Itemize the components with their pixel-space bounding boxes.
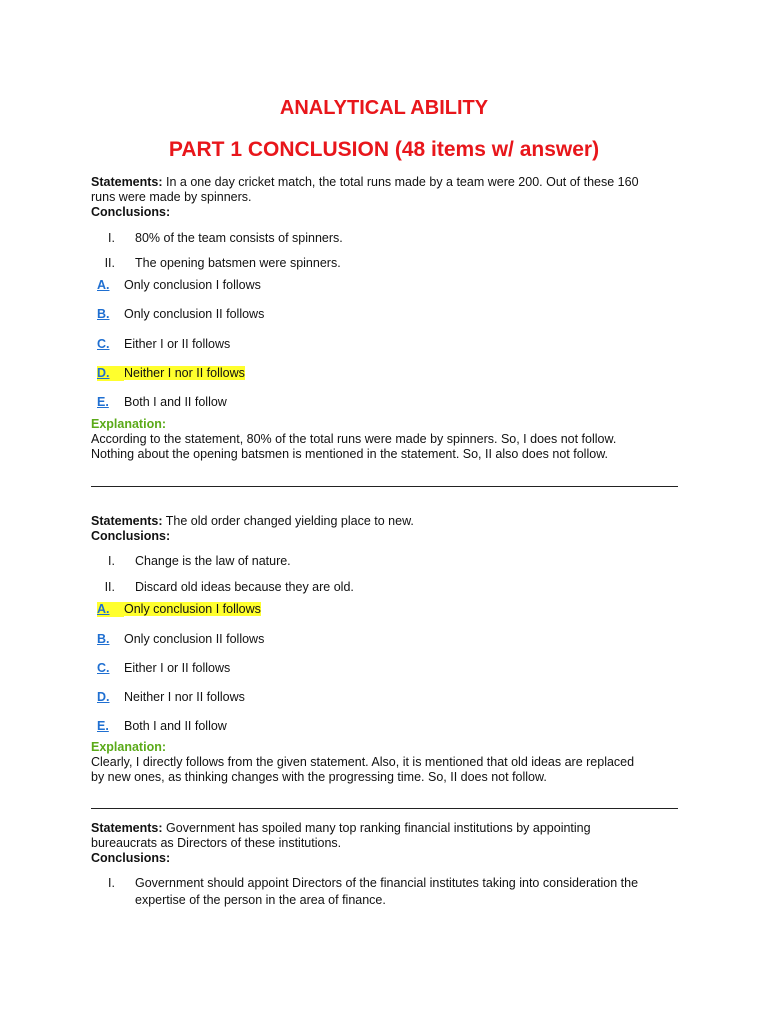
option-c[interactable] <box>91 337 681 352</box>
conclusions-label: Conclusions: <box>91 529 171 543</box>
conclusions-label: Conclusions: <box>91 851 171 865</box>
explanation-line2: by new ones, as thinking changes with the progressing time. So, II does not follow. <box>91 770 547 784</box>
option-letter-link[interactable]: B. <box>97 307 110 321</box>
explanation-line1: According to the statement, 80% of the total runs were made by spinners. So, I does not follow. <box>91 432 617 446</box>
statement <box>91 175 681 190</box>
option-letter-link[interactable]: A. <box>97 278 110 292</box>
explanation-heading: Explanation: <box>91 417 167 431</box>
option-text: Both I and II follow <box>124 719 227 733</box>
option-letter-link[interactable]: D. <box>97 690 110 704</box>
option-text-answer: Only conclusion I follows <box>124 602 261 616</box>
statement-text-line1: Government has spoiled many top ranking financial institutions by appointing <box>166 821 591 835</box>
question-3 <box>91 821 681 908</box>
conclusion-item <box>91 876 681 908</box>
option-letter-link[interactable]: C. <box>97 661 110 675</box>
explanation-heading: Explanation: <box>91 740 167 754</box>
question-2 <box>91 514 681 785</box>
option-text-answer: Neither I nor II follows <box>124 366 245 380</box>
option-d[interactable] <box>91 366 681 381</box>
option-letter-link[interactable]: E. <box>97 719 109 733</box>
option-text: Only conclusion II follows <box>124 632 265 646</box>
statement-text-line2: runs were made by spinners. <box>91 190 252 204</box>
explanation-line1: Clearly, I directly follows from the given statement. Also, it is mentioned that old ideas are replaced <box>91 755 635 769</box>
conclusion-number: I. <box>108 231 115 245</box>
option-letter-link[interactable]: E. <box>97 395 109 409</box>
conclusion-item <box>91 580 681 595</box>
conclusion-text: The opening batsmen were spinners. <box>135 256 341 270</box>
conclusion-text-line1: Government should appoint Directors of the financial institutes taking into consideration the <box>135 876 639 890</box>
option-letter-link[interactable]: D. <box>97 366 124 381</box>
option-e[interactable] <box>91 395 681 410</box>
conclusion-item <box>91 231 681 246</box>
document-subtitle: PART 1 CONCLUSION (48 items w/ answer) <box>168 138 600 161</box>
conclusion-number: I. <box>108 876 115 890</box>
section-divider <box>91 808 678 809</box>
option-text: Either I or II follows <box>124 337 231 351</box>
option-d[interactable] <box>91 690 681 705</box>
option-text: Only conclusion I follows <box>124 278 261 292</box>
document-title: ANALYTICAL ABILITY <box>279 97 489 119</box>
option-b[interactable] <box>91 632 681 647</box>
statement-text-line1: The old order changed yielding place to new. <box>165 514 414 528</box>
statement <box>91 821 681 836</box>
explanation-line2: Nothing about the opening batsmen is mentioned in the statement. So, II also does not follow. <box>91 447 608 461</box>
statement-text-line1: In a one day cricket match, the total runs made by a team were 200. Out of these 160 <box>166 175 639 189</box>
option-c[interactable] <box>91 661 681 676</box>
option-text: Either I or II follows <box>124 661 231 675</box>
conclusion-text: Discard old ideas because they are old. <box>135 580 354 594</box>
section-divider <box>91 486 678 487</box>
conclusion-number: I. <box>108 554 115 568</box>
statements-label: Statements: <box>91 514 163 528</box>
option-a[interactable] <box>91 278 681 293</box>
conclusion-text: Change is the law of nature. <box>135 554 291 568</box>
conclusion-text-line2: expertise of the person in the area of finance. <box>135 893 386 907</box>
option-text: Neither I nor II follows <box>124 690 245 704</box>
statements-label: Statements: <box>91 175 163 189</box>
conclusion-text: 80% of the team consists of spinners. <box>135 231 343 245</box>
conclusion-number: II. <box>104 256 115 270</box>
option-b[interactable] <box>91 307 681 322</box>
option-text: Both I and II follow <box>124 395 227 409</box>
conclusion-item <box>91 554 681 569</box>
conclusion-item <box>91 256 681 271</box>
option-letter-link[interactable]: B. <box>97 632 110 646</box>
option-a[interactable] <box>91 602 681 617</box>
option-e[interactable] <box>91 719 681 734</box>
option-letter-link[interactable]: C. <box>97 337 110 351</box>
conclusions-label: Conclusions: <box>91 205 171 219</box>
statements-label: Statements: <box>91 821 163 835</box>
question-1 <box>91 175 681 462</box>
conclusion-number: II. <box>104 580 115 594</box>
statement-text-line2: bureaucrats as Directors of these institutions. <box>91 836 342 850</box>
option-letter-link[interactable]: A. <box>97 602 124 617</box>
statement <box>91 514 681 529</box>
option-text: Only conclusion II follows <box>124 307 265 321</box>
